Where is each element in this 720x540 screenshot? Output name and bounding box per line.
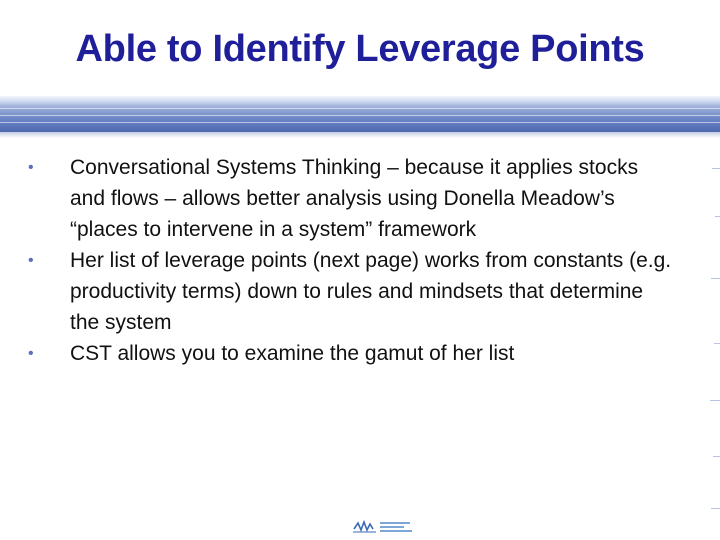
slide-title: Able to Identify Leverage Points xyxy=(75,28,645,70)
edge-tick xyxy=(712,168,720,169)
bullet-dot: • xyxy=(28,252,34,269)
header-band xyxy=(0,96,720,132)
right-edge-decoration xyxy=(706,138,720,540)
edge-tick xyxy=(710,400,720,401)
edge-tick xyxy=(711,508,720,509)
edge-tick xyxy=(715,216,720,217)
bullet-dot: • xyxy=(28,159,34,176)
bullet-text: Her list of leverage points (next page) works from constants (e.g. productivity terms) down to rules and mindsets that determine the system xyxy=(70,249,672,334)
bullet-item xyxy=(28,338,678,369)
header-band-line xyxy=(0,108,720,109)
edge-tick xyxy=(714,343,720,344)
bullet-item xyxy=(28,152,678,245)
header-band-line xyxy=(0,122,720,123)
wave-logo-icon xyxy=(352,518,416,536)
edge-tick xyxy=(711,278,720,279)
bullet-list xyxy=(28,152,678,369)
bullet-dot: • xyxy=(28,345,34,362)
bullet-text: Conversational Systems Thinking – because it applies stocks and flows – allows better analysis using Donella Meadow’s “places to intervene in a system” framework xyxy=(70,156,639,241)
edge-tick xyxy=(713,456,720,457)
bullet-item xyxy=(28,245,678,338)
header-band-line xyxy=(0,115,720,116)
header-band-shadow xyxy=(0,132,720,138)
header-band-shine xyxy=(0,96,720,106)
bullet-text: CST allows you to examine the gamut of her list xyxy=(70,342,515,365)
